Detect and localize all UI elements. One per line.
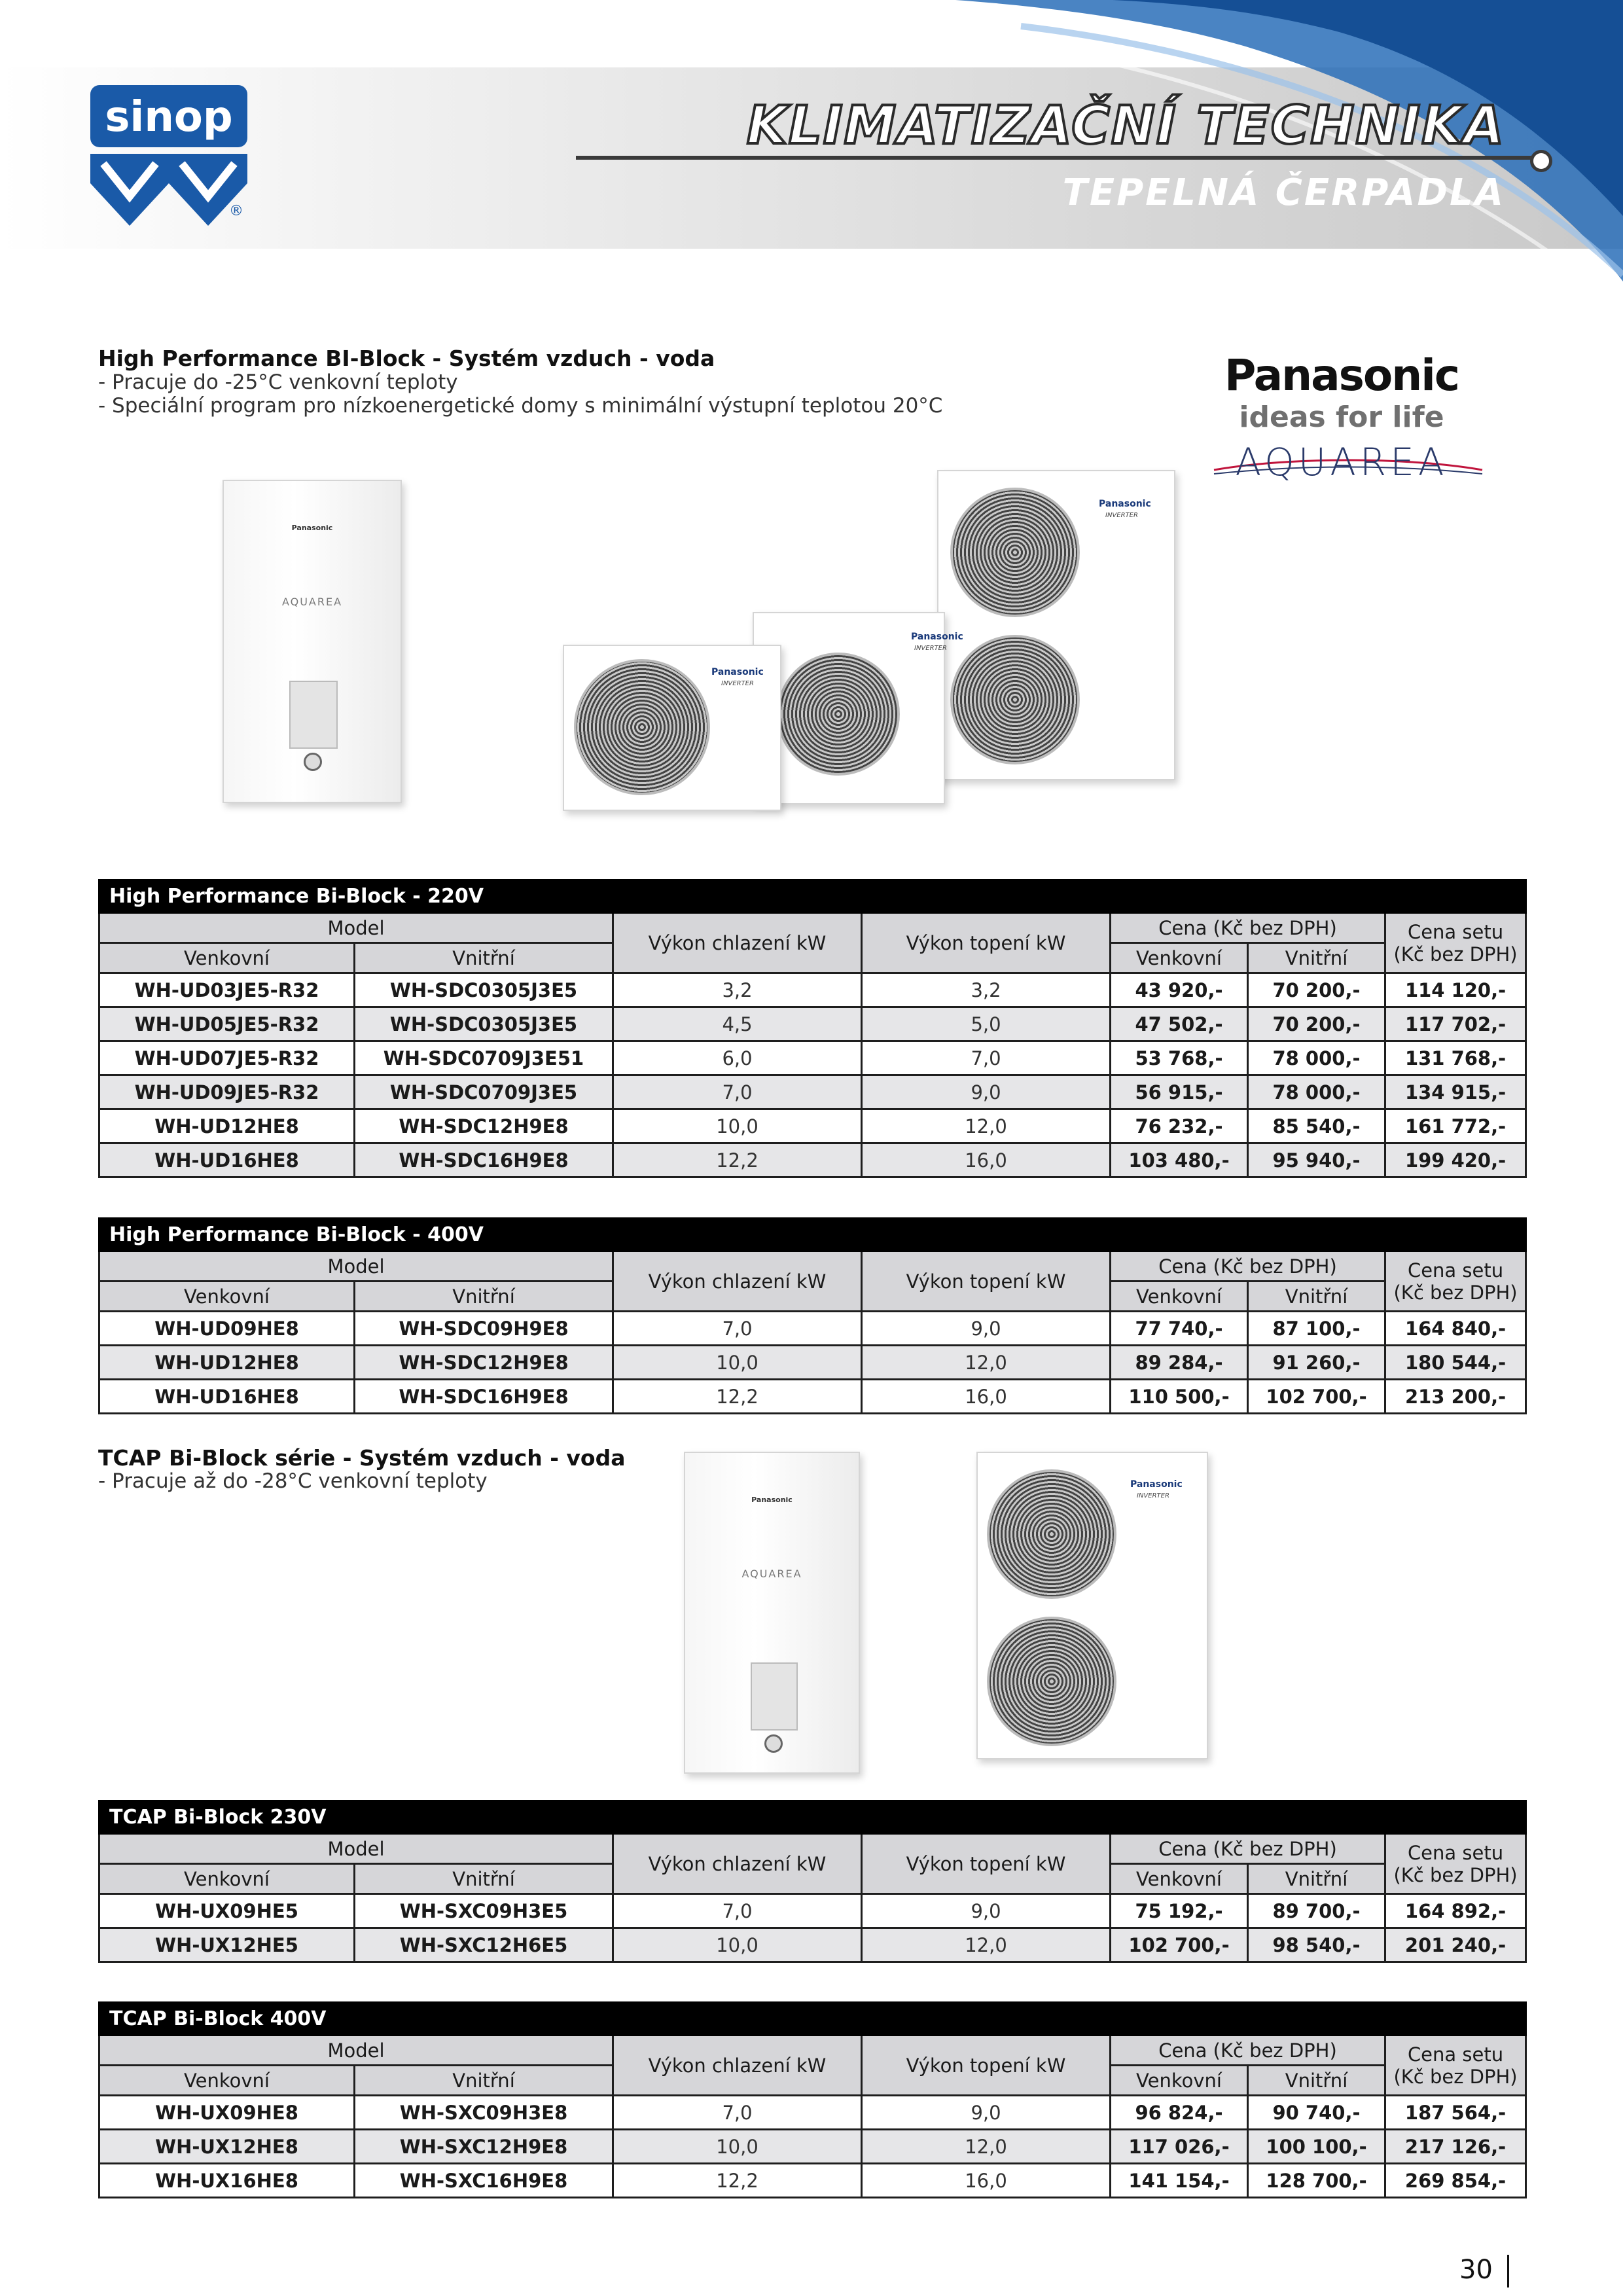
price-indoor: 70 200,-	[1248, 1007, 1385, 1041]
outdoor-unit-brand: Panasonic	[1099, 499, 1151, 509]
price-outdoor: 56 915,-	[1111, 1075, 1248, 1109]
col-heating: Výkon topení kW	[862, 913, 1111, 973]
price-outdoor: 89 284,-	[1111, 1346, 1248, 1380]
heating-kw: 16,0	[862, 1143, 1111, 1177]
set-price: 213 200,-	[1385, 1380, 1526, 1414]
table-row	[99, 2096, 1526, 2130]
outdoor-model: WH-UD09JE5-R32	[99, 1075, 355, 1109]
col-indoor: Vnitřní	[355, 943, 613, 973]
outdoor-unit-brand: Panasonic	[1130, 1479, 1183, 1490]
col-price: Cena (Kč bez DPH)	[1111, 1834, 1385, 1864]
price-indoor: 102 700,-	[1248, 1380, 1385, 1414]
indoor-unit-image	[223, 480, 402, 803]
outdoor-model: WH-UD05JE5-R32	[99, 1007, 355, 1041]
col-price-indoor: Vnitřní	[1248, 1282, 1385, 1312]
set-price-label: Cena setu	[1407, 2043, 1504, 2066]
col-price-indoor: Vnitřní	[1248, 2066, 1385, 2096]
outdoor-unit-brand: Panasonic	[911, 632, 963, 642]
col-heating: Výkon topení kW	[862, 2036, 1111, 2096]
control-panel-icon	[751, 1662, 798, 1731]
col-cooling: Výkon chlazení kW	[613, 1834, 862, 1894]
table-row	[99, 973, 1526, 1007]
inverter-label: INVERTER	[721, 680, 754, 687]
panasonic-logo: Panasonic	[1224, 350, 1459, 401]
table-caption: TCAP Bi-Block 230V	[99, 1801, 1526, 1834]
set-price: 131 768,-	[1385, 1041, 1526, 1075]
set-price: 187 564,-	[1385, 2096, 1526, 2130]
outdoor-unit-large-image	[937, 470, 1175, 780]
col-price-outdoor: Venkovní	[1111, 943, 1248, 973]
col-price-outdoor: Venkovní	[1111, 1864, 1248, 1894]
price-table-tcap-400v	[98, 2001, 1527, 2198]
indoor-unit-aquarea-label: AQUAREA	[281, 596, 343, 608]
set-price: 161 772,-	[1385, 1109, 1526, 1143]
table-caption: TCAP Bi-Block 400V	[99, 2003, 1526, 2036]
cooling-kw: 10,0	[613, 1346, 862, 1380]
table-row	[99, 1928, 1526, 1962]
price-indoor: 85 540,-	[1248, 1109, 1385, 1143]
set-price: 201 240,-	[1385, 1928, 1526, 1962]
table-row	[99, 1007, 1526, 1041]
price-outdoor: 77 740,-	[1111, 1312, 1248, 1346]
cooling-kw: 10,0	[613, 1928, 862, 1962]
cooling-kw: 12,2	[613, 2164, 862, 2198]
outdoor-model: WH-UD16HE8	[99, 1380, 355, 1414]
heating-kw: 5,0	[862, 1007, 1111, 1041]
col-cooling: Výkon chlazení kW	[613, 2036, 862, 2096]
header-rule-dot	[1530, 150, 1552, 172]
price-outdoor: 47 502,-	[1111, 1007, 1248, 1041]
col-outdoor: Venkovní	[99, 943, 355, 973]
heating-kw: 12,0	[862, 1928, 1111, 1962]
col-heating: Výkon topení kW	[862, 1834, 1111, 1894]
table-caption: High Performance Bi-Block - 220V	[99, 880, 1526, 913]
set-price: 114 120,-	[1385, 973, 1526, 1007]
outdoor-model: WH-UX16HE8	[99, 2164, 355, 2198]
table-row	[99, 1143, 1526, 1177]
price-outdoor: 75 192,-	[1111, 1894, 1248, 1928]
outdoor-model: WH-UD12HE8	[99, 1109, 355, 1143]
indoor-unit-brand: Panasonic	[291, 524, 333, 532]
table-row	[99, 2164, 1526, 2198]
price-indoor: 78 000,-	[1248, 1075, 1385, 1109]
cooling-kw: 7,0	[613, 1312, 862, 1346]
col-model: Model	[99, 913, 613, 943]
tcap-outdoor-unit-image	[976, 1452, 1208, 1759]
col-set-price	[1385, 913, 1526, 973]
cooling-kw: 3,2	[613, 973, 862, 1007]
section-title-high-performance: High Performance BI-Block - Systém vzduch - voda	[98, 346, 715, 371]
outdoor-model: WH-UX09HE8	[99, 2096, 355, 2130]
col-heating: Výkon topení kW	[862, 1251, 1111, 1312]
set-price: 217 126,-	[1385, 2130, 1526, 2164]
price-indoor: 95 940,-	[1248, 1143, 1385, 1177]
outdoor-model: WH-UX12HE5	[99, 1928, 355, 1962]
intro-line: - Pracuje až do -28°C venkovní teploty	[98, 1469, 488, 1493]
price-outdoor: 53 768,-	[1111, 1041, 1248, 1075]
col-price: Cena (Kč bez DPH)	[1111, 2036, 1385, 2066]
fan-icon	[950, 635, 1080, 764]
col-price: Cena (Kč bez DPH)	[1111, 913, 1385, 943]
heating-kw: 16,0	[862, 2164, 1111, 2198]
fan-icon	[950, 488, 1080, 617]
col-set-price	[1385, 1834, 1526, 1894]
col-price-indoor: Vnitřní	[1248, 943, 1385, 973]
col-outdoor: Venkovní	[99, 1282, 355, 1312]
cooling-kw: 7,0	[613, 1894, 862, 1928]
indoor-model: WH-SDC0709J3E5	[355, 1075, 613, 1109]
panasonic-tagline: ideas for life	[1239, 401, 1444, 434]
set-price: 199 420,-	[1385, 1143, 1526, 1177]
col-outdoor: Venkovní	[99, 1864, 355, 1894]
indoor-model: WH-SDC16H9E8	[355, 1380, 613, 1414]
set-price: 180 544,-	[1385, 1346, 1526, 1380]
col-price-outdoor: Venkovní	[1111, 1282, 1248, 1312]
heating-kw: 9,0	[862, 1312, 1111, 1346]
price-indoor: 100 100,-	[1248, 2130, 1385, 2164]
cooling-kw: 10,0	[613, 2130, 862, 2164]
table-row	[99, 1894, 1526, 1928]
page-number: 30	[1459, 2255, 1493, 2285]
price-outdoor: 103 480,-	[1111, 1143, 1248, 1177]
inverter-label: INVERTER	[914, 645, 947, 652]
price-indoor: 70 200,-	[1248, 973, 1385, 1007]
price-outdoor: 141 154,-	[1111, 2164, 1248, 2198]
price-indoor: 128 700,-	[1248, 2164, 1385, 2198]
set-price-label: Cena setu	[1407, 920, 1504, 943]
price-outdoor: 43 920,-	[1111, 973, 1248, 1007]
cooling-kw: 10,0	[613, 1109, 862, 1143]
cooling-kw: 12,2	[613, 1143, 862, 1177]
outdoor-model: WH-UD03JE5-R32	[99, 973, 355, 1007]
col-model: Model	[99, 2036, 613, 2066]
heating-kw: 12,0	[862, 1346, 1111, 1380]
indoor-unit-aquarea-label: AQUAREA	[741, 1568, 802, 1580]
set-price-unit: (Kč bez DPH)	[1393, 1281, 1518, 1304]
price-indoor: 90 740,-	[1248, 2096, 1385, 2130]
col-indoor: Vnitřní	[355, 2066, 613, 2096]
cooling-kw: 4,5	[613, 1007, 862, 1041]
indoor-model: WH-SXC09H3E5	[355, 1894, 613, 1928]
indoor-model: WH-SXC09H3E8	[355, 2096, 613, 2130]
fan-icon	[987, 1617, 1116, 1746]
outdoor-model: WH-UD12HE8	[99, 1346, 355, 1380]
intro-line: - Speciální program pro nízkoenergetické domy s minimální výstupní teplotou 20°C	[98, 394, 943, 418]
table-row	[99, 1312, 1526, 1346]
indoor-model: WH-SDC12H9E8	[355, 1109, 613, 1143]
heating-kw: 7,0	[862, 1041, 1111, 1075]
col-model: Model	[99, 1251, 613, 1282]
indoor-model: WH-SDC16H9E8	[355, 1143, 613, 1177]
outdoor-model: WH-UD16HE8	[99, 1143, 355, 1177]
col-model: Model	[99, 1834, 613, 1864]
col-cooling: Výkon chlazení kW	[613, 1251, 862, 1312]
table-row	[99, 2130, 1526, 2164]
heating-kw: 3,2	[862, 973, 1111, 1007]
table-row	[99, 1380, 1526, 1414]
set-price: 164 892,-	[1385, 1894, 1526, 1928]
price-indoor: 98 540,-	[1248, 1928, 1385, 1962]
cooling-kw: 6,0	[613, 1041, 862, 1075]
outdoor-unit-brand: Panasonic	[711, 667, 764, 677]
col-set-price	[1385, 1251, 1526, 1312]
set-price: 164 840,-	[1385, 1312, 1526, 1346]
indoor-model: WH-SXC16H9E8	[355, 2164, 613, 2198]
price-indoor: 91 260,-	[1248, 1346, 1385, 1380]
table-row	[99, 1109, 1526, 1143]
price-table-tcap-230v	[98, 1800, 1527, 1963]
set-price: 134 915,-	[1385, 1075, 1526, 1109]
page-subtitle: TEPELNÁ ČERPADLA	[1062, 171, 1505, 214]
price-outdoor: 117 026,-	[1111, 2130, 1248, 2164]
outdoor-model: WH-UX12HE8	[99, 2130, 355, 2164]
price-outdoor: 110 500,-	[1111, 1380, 1248, 1414]
price-outdoor: 76 232,-	[1111, 1109, 1248, 1143]
pressure-gauge-icon	[764, 1734, 783, 1753]
fan-icon	[574, 659, 710, 795]
col-outdoor: Venkovní	[99, 2066, 355, 2096]
cooling-kw: 7,0	[613, 1075, 862, 1109]
indoor-model: WH-SDC09H9E8	[355, 1312, 613, 1346]
col-price: Cena (Kč bez DPH)	[1111, 1251, 1385, 1282]
heating-kw: 12,0	[862, 2130, 1111, 2164]
heating-kw: 16,0	[862, 1380, 1111, 1414]
intro-line: - Pracuje do -25°C venkovní teploty	[98, 370, 458, 394]
heating-kw: 12,0	[862, 1109, 1111, 1143]
svg-text:sinop: sinop	[105, 93, 233, 141]
col-set-price	[1385, 2036, 1526, 2096]
registered-mark: ®	[229, 203, 243, 219]
fan-icon	[777, 653, 900, 776]
set-price-unit: (Kč bez DPH)	[1393, 942, 1518, 965]
col-price-outdoor: Venkovní	[1111, 2066, 1248, 2096]
cooling-kw: 7,0	[613, 2096, 862, 2130]
tcap-indoor-unit-image	[684, 1452, 860, 1774]
fan-icon	[987, 1469, 1116, 1599]
outdoor-unit-medium-image	[753, 612, 963, 804]
col-indoor: Vnitřní	[355, 1282, 613, 1312]
outdoor-model: WH-UX09HE5	[99, 1894, 355, 1928]
outdoor-model: WH-UD07JE5-R32	[99, 1041, 355, 1075]
col-price-indoor: Vnitřní	[1248, 1864, 1385, 1894]
section-title-tcap: TCAP Bi-Block série - Systém vzduch - voda	[98, 1445, 626, 1471]
page-number-bar	[1507, 2255, 1509, 2287]
set-price: 117 702,-	[1385, 1007, 1526, 1041]
price-indoor: 89 700,-	[1248, 1894, 1385, 1928]
indoor-model: WH-SDC12H9E8	[355, 1346, 613, 1380]
outdoor-unit-small-image	[563, 645, 781, 811]
set-price: 269 854,-	[1385, 2164, 1526, 2198]
price-outdoor: 102 700,-	[1111, 1928, 1248, 1962]
pressure-gauge-icon	[304, 753, 322, 771]
indoor-unit-brand: Panasonic	[751, 1496, 793, 1504]
inverter-label: INVERTER	[1105, 512, 1138, 519]
cooling-kw: 12,2	[613, 1380, 862, 1414]
price-outdoor: 96 824,-	[1111, 2096, 1248, 2130]
page-title: KLIMATIZAČNÍ TECHNIKA	[746, 95, 1505, 156]
price-indoor: 87 100,-	[1248, 1312, 1385, 1346]
set-price-label: Cena setu	[1407, 1259, 1504, 1282]
heating-kw: 9,0	[862, 2096, 1111, 2130]
indoor-model: WH-SDC0709J3E51	[355, 1041, 613, 1075]
header-rule	[576, 156, 1538, 160]
price-table-hp-400v	[98, 1217, 1527, 1414]
indoor-model: WH-SXC12H9E8	[355, 2130, 613, 2164]
table-row	[99, 1346, 1526, 1380]
sinop-logo	[90, 85, 247, 229]
price-table-hp-220v	[98, 879, 1527, 1178]
aquarea-logo: AQUAREA	[1235, 440, 1448, 484]
indoor-model: WH-SXC12H6E5	[355, 1928, 613, 1962]
heating-kw: 9,0	[862, 1075, 1111, 1109]
table-row	[99, 1041, 1526, 1075]
set-price-unit: (Kč bez DPH)	[1393, 2065, 1518, 2088]
indoor-model: WH-SDC0305J3E5	[355, 1007, 613, 1041]
heating-kw: 9,0	[862, 1894, 1111, 1928]
set-price-label: Cena setu	[1407, 1841, 1504, 1864]
indoor-model: WH-SDC0305J3E5	[355, 973, 613, 1007]
set-price-unit: (Kč bez DPH)	[1393, 1863, 1518, 1886]
outdoor-model: WH-UD09HE8	[99, 1312, 355, 1346]
inverter-label: INVERTER	[1137, 1492, 1169, 1499]
price-indoor: 78 000,-	[1248, 1041, 1385, 1075]
table-row	[99, 1075, 1526, 1109]
table-caption: High Performance Bi-Block - 400V	[99, 1219, 1526, 1251]
col-indoor: Vnitřní	[355, 1864, 613, 1894]
control-panel-icon	[289, 681, 338, 749]
col-cooling: Výkon chlazení kW	[613, 913, 862, 973]
